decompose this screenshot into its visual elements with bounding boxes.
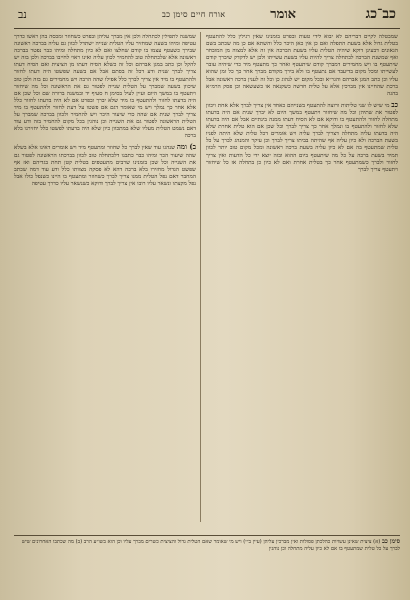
footnote-label: סימן כב xyxy=(382,539,400,545)
page-number: נב xyxy=(18,8,27,21)
right-column xyxy=(206,34,398,532)
footnote-separator xyxy=(14,535,400,536)
footnote-text: (א) ציצית שאינן עשויות כהלכתן פסולות ואין מברכין עליהן (עיין ב״י) ויש מי שאומר שאם הטלית גדול והציצית כשרים מברך עליו וכן הוא בשו״ע הרב (ב) מה שכתבו האחרונים שיש לברך על כל טלית שמתעטף בו אם לא כיון עליה מתחלה וכן נוהגין xyxy=(21,539,400,552)
paragraph-gap xyxy=(206,98,398,101)
section-title: אורח חיים סימן כב xyxy=(162,10,226,19)
header-label: אומר xyxy=(270,7,296,22)
column-divider xyxy=(200,32,201,522)
left-column-body-2: שנהגו עוד שאין לברך כל שחוזר ומתעטף מיד ויש אומרים דאינו אלא בשלא שהה שיעור הכר ומיהו כבר כתבנו דלכתחלה טוב לכוון בברכתו הראשונה לפטור גם את השנייה וכל שכן בזמנינו שרבים מתעטפים בטלית קטן תחת בגדיהם ואז אף שפשט הגדול מחזירו בלא ברכה דהא לא פסקה מצוותו כלל ודע עוד דמה שכתב המחבר דאם נפל הטלית ממנו צריך לברך כשחוזר ומתעטף בו היינו כשנפל כולו אבל נפל מקצתו ונשאר עליו רובו אין צריך לברך ודוקא כשנשאר עליו כדרך עטיפה xyxy=(14,145,196,187)
footnotes xyxy=(14,539,400,589)
page-header xyxy=(14,6,400,29)
left-column xyxy=(14,34,196,518)
right-column-heading: כב xyxy=(391,99,398,109)
left-column-body: שמשנה לתפילין לכתחלה ולכן אין מברך עליהן ובפרט כשחוזר ומכסה בהן ראשו כדרך עטיפה ומיהו בשעה שמחזיר עליו הטלית שנייה ישתדל לכוון גם עליה בברכה ראשונה שבירך כשעטף עצמו בו קודם שחלצו ואם לא כיון מתחלה ומיהו כבר נפטר בברכה ראשונה אלא שלכתחלה טוב להחמיר לכוון עליה ואינו ראוי לחייבו בברכה ולכן בזה יש להקל וכן כתב במגן אברהם וכל זה כשלא הסיח דעתו מן הציצית ואם הסיח דעתו צריך לברך שנית ודע דכל זה בסתם אבל אם בשעה שפשטו היה דעתו לחזור ולהתעטף בו מיד אין צריך לברך כלל אפילו שהה הרבה ויש מחמירים גם בזה ולכן טוב שיכוון בשעה שמברך על הטלית שנייה לפטור גם את הראשונה וכל מה שיחזור ויתעטף בו במשך היום ועיין לעיל בסימן ח סעיף יד ובמשנה ברורה שם וכל שכן אם היה בדעתו לחזור ולהתעטף בו מיד שלא יברך ובפרט אם לא היה בדעתו לחזור כלל אלא אחר כך נמלך ויש מי שאומר דגם אם פשטו על דעת לחזור ולהתעטף בו מיד צריך לברך שנית אם שהה כדי שיעור היכר ויש להחמיר ולכוון בברכה שמברך על הטלית הראשונה לפטור גם את השנייה וכן נוהגין בכל מקום להחמיר בזה ודע עוד דאם נשמט הטלית מעליו שלא במתכוון כיון שלא היה בדעתו לפשטו כלל יחזירנו בלא ברכה xyxy=(14,34,196,140)
siman-numbers: כב־כג xyxy=(365,6,396,22)
left-column-heading: ב) ומה xyxy=(176,142,196,152)
right-column-body: שמבטלה לקיים דבריהם לא יבוא לידי טעות ובפרט בזמנינו שאין רגילין כלל להתעטף בטלית גדול אלא בשעת התפלה ואם כן אין כאן היכר כלל והשתא אם כן מה שכתב בשם הגאונים דבעינן דוקא שיהיה הטלית עליו בשעת הברכה אין זה אלא למצוה מן המובחר ואף שמשנת הברכה לכתחלה צריך להיות עליו בשעת עשייתו ולכן יש לדקדק שיברך קודם שיתעטף בו ויש מחמירים דמברך קודם שיתעטף ואחר כך מתעטף מיד כדי שיהיה עובר לעשייתו ומכל מקום בדיעבד אם נתעטף בו ולא בירך מקודם מברך אחר כך כל זמן שהוא עליו וכן כתב המגן אברהם והגר״א ובכל מקום יש לנהוג כן וכל זה לענין ברכה ראשונה אבל ברכת שהחיינו אין מברכין אלא על טלית חדשה כשקנאה או כשעשאה וכן פסק הרמ״א בהגה xyxy=(206,34,398,97)
paragraph-gap xyxy=(14,140,196,143)
right-column-body-2: מי שיש לו שני טליתות ורוצה להתעטף בשנייהם כאחד אין צריך לברך אלא אחת ויכוון לפטור את שתיהן וכל מה שיחזור ויתעטף במשך היום לא יברך שנית אם היה בדעתו מתחלה לחזור ולהתעטף בו ודוקא אם לא הסיח דעתו ממנה בינתיים אבל אם היה בדעתו שלא לחזור ולהתעטף בו ונמלך אחר כך צריך לברך וכל שכן אם הוא טלית אחרת שלא היה בדעתו עליה מתחלה דצריך לברך עליה ויש אומרים דכל טלית שלא היתה לפניו בשעת הברכה ולא כיון עליה אף שהיתה בביתו צריך לברך וכן עיקר והמנהג לברך על כל טלית שמתעטף בה אם לא כיון עליה בשעת ברכה ראשונה ומכל מקום טוב יותר לכוון תמיד בשעת ברכה על כל מה שיתעטף ביום ההוא ובזה יוצא ידי כל הדעות ואין צריך לחזור ולברך כשמתעטף אחר כך בטלית אחרת ואם לא כיון כן בתחלה אז כל שיחזור ויתעטף צריך לברך xyxy=(206,102,398,173)
